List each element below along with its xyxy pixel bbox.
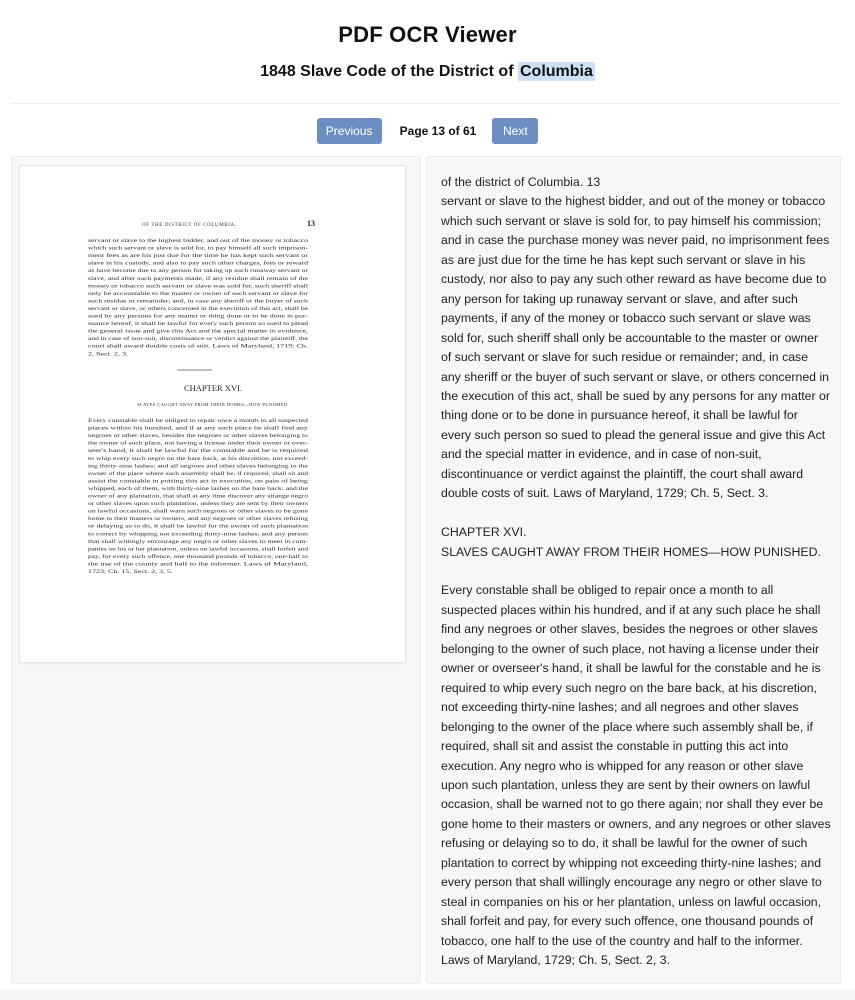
scan-page-number: 13 (307, 219, 315, 228)
document-title (0, 63, 855, 81)
ocr-line: servant or slave to the highest bidder, and out of the money or tobacco (441, 194, 826, 209)
ocr-line: payments, if any of the money or tobacco such servant or slave was (441, 311, 811, 326)
paragraph-gap (441, 562, 828, 581)
ocr-line: thing done or to be done in pursuance hereof, it shall be lawful for (441, 408, 798, 423)
ocr-line: steal in companies on his or her plantation, unless on lawful occasion, (441, 894, 822, 909)
scan-text-line: on lawful occasions, shall warn such negroes or other slaves to be gone (88, 508, 234, 515)
ocr-line: custody, nor also to pay any such other reward as have become due to (441, 272, 827, 287)
scan-text-line: or delaying so to do, it shall be lawful for the owner of such plantation (88, 523, 232, 530)
ocr-text-panel (426, 156, 841, 984)
scan-text-line: pay, for every such offence, one thousand pounds of tobacco, one-half to (88, 553, 237, 560)
scan-text-line: only be accountable to the master or owner of such servant or slave for (88, 290, 233, 297)
ocr-line: every person that shall willingly encourage any negro or other slave to (441, 875, 822, 890)
scan-text-line: or other slaves upon such plantation, unless they are sent by their owners (88, 501, 309, 508)
next-button[interactable]: Next (492, 118, 538, 144)
ocr-line: sold for, such sheriff shall only be accountable to the master or owner (441, 330, 819, 345)
bottom-strip (0, 990, 855, 1000)
scan-text-line: home to their masters or owners, and any negroes or other slaves refusing (88, 516, 239, 523)
ocr-line: suspected places within his hundred, and if at any such place he shall (441, 602, 821, 617)
ocr-line: not exceeding thirty-nine lashes; and all negroes and other slaves (441, 700, 799, 715)
scan-text-line: suance hereof, it shall be lawful for every such person so sued to plead (88, 321, 232, 328)
scan-text-line: court shall award double costs of suit. Laws of Maryland, 1719; Ch. (88, 343, 227, 350)
scan-text-line: such residue or remainder; and, in case any sheriff or the buyer of such (88, 298, 233, 305)
scan-text-line: servant or slave to the highest bidder, and out of the money or tobacco (88, 238, 232, 244)
scan-text-line: slave in his custody, and also to pay such other charges, fees or reward (88, 260, 232, 267)
ocr-line: discontinuance or verdict against the plaintiff, the court shall award (441, 466, 804, 481)
scan-paragraph-2 (88, 418, 309, 575)
scan-running-head: OF THE DISTRICT OF COLUMBIA. (142, 223, 237, 228)
ocr-line: as are just due for the time he has kept such servant or slave in his (441, 252, 806, 267)
ocr-line: of such servant or slave for such residue or remainder; and, in case (441, 350, 809, 365)
ocr-line: and in case the purchase money was never paid, no imprisonment fees (441, 233, 830, 248)
ocr-line: and the special matter in evidence, and in case of non-suit, (441, 447, 762, 462)
scan-text-line: money or tobacco such servant or slave was sold for, such sheriff shall (88, 283, 232, 290)
scan-text-line: that shall wittingly encourage any negro or other slaves to meet in com- (88, 538, 309, 545)
ocr-line: belonging to the owner of the place where such assembly shall be, if (441, 719, 813, 734)
scan-text-line: which such servant or slave is sold for, to pay himself all such imprison- (88, 245, 236, 252)
scan-text-line: whipped, each of them, with thirty-nine lashes on the bare back: and the (88, 485, 235, 492)
scan-text-line: negroes or other slaves, besides the negroes or other slaves belonging to (88, 433, 309, 440)
scan-text-line: slave, and after such payments made, if any residue shall remain of the (88, 275, 233, 282)
scan-text-line: Every constable shall be obliged to repair once a month to all suspected (88, 418, 309, 424)
ocr-paragraph-2 (441, 581, 831, 970)
ocr-line: Laws of Maryland, 1729; Ch. 5, Sect. 2, 3. (441, 953, 670, 968)
scan-text-line: assist the constable in putting this act in execution, on pain of being (88, 478, 226, 485)
ocr-line: required, shall sit and assist the constable in putting this act into (441, 739, 789, 754)
document-title-highlight: Columbia (519, 63, 593, 80)
ocr-line: tobacco, one half to the use of the country and half to the informer. (441, 933, 803, 948)
ocr-line: gone home to their masters or owners, and any negroes or other slaves (441, 816, 831, 831)
ocr-line: every such person so sued to plead the general issue and give this Act (441, 427, 826, 442)
ocr-line: execution. Any negro who is whipped for any reason or other slave (441, 758, 804, 773)
paragraph-gap (441, 504, 828, 523)
ocr-line: refusing or delaying so to do, it shall be lawful for the owner of such (441, 836, 808, 851)
ocr-chapter-subheading: SLAVES CAUGHT AWAY FROM THEIR HOMES—HOW PUNISHED. (441, 544, 821, 559)
scan-chapter-heading: CHAPTER XVI. (183, 383, 243, 393)
scan-text-line: the use of the county and half to the informer. Laws of Maryland, (88, 561, 222, 568)
pdf-page-image (19, 165, 406, 663)
ocr-line: any person for taking up runaway servant or slave, and after such (441, 291, 798, 306)
ocr-paragraph-1 (441, 173, 828, 504)
scan-text-line: servant or slave, or others concerned in the execution of this act, shall be (88, 305, 237, 312)
header-divider (10, 103, 840, 104)
pagination-bar (0, 118, 855, 144)
scan-text-line: to correct by whipping not exceeding thirty-nine lashes; and any person (88, 531, 309, 538)
scan-text-line: seer's hand, it shall be lawful for the constable and he is required (88, 448, 220, 455)
scan-text-line: 2, Sect. 2, 3. (88, 351, 128, 358)
scan-text-line: and in case of non-suit, discontinuance or verdict against the plaintiff, the (88, 336, 238, 343)
ocr-line: occasion, shall be warned not to go there again; nor shall they ever be (441, 797, 824, 812)
ocr-line: which such servant or slave is sold for, to pay himself his commission; (441, 213, 821, 228)
scanned-page (20, 166, 407, 664)
app-title: PDF OCR Viewer (338, 22, 517, 47)
scan-text-line: ing thirty-nine lashes; and all negroes and other slaves belonging to the (88, 463, 310, 470)
scan-text-line: the owner of such place, not having a license under their owner or over- (88, 440, 235, 447)
pdf-page-panel (11, 156, 421, 984)
ocr-line: Every constable shall be obliged to repair once a month to all (441, 583, 774, 598)
scan-text-line: to whip every such negro on the bare back, at his discretion, not exceed- (88, 455, 309, 462)
scan-text-line: owner of the place where such assembly shall be, if required, shall sit and (88, 470, 239, 477)
scan-text-line: as have become due to any person for taking up such runaway servant or (88, 268, 237, 275)
ocr-line: belonging to the owner of such place, not having a license under their (441, 641, 820, 656)
ocr-line: double costs of suit. Laws of Maryland, 1729; Ch. 5, Sect. 3. (441, 486, 769, 501)
ocr-line: the execution of this act, shall be sued by any persons for any matter or (441, 388, 830, 403)
ocr-line: shall forfeit and pay, for every such offence, one thousand pounds of (441, 914, 814, 929)
previous-button[interactable]: Previous (317, 118, 382, 144)
ocr-line: owner or overseer's hand, it shall be lawful for the constable and he is (441, 661, 821, 676)
scan-text-line: places within his hundred, and if at any such place he shall find any (88, 425, 226, 432)
document-title-prefix: 1848 Slave Code of the District of (260, 63, 514, 80)
scan-text-line: 1723; Ch. 15, Sect. 2, 3, 5. (88, 569, 173, 575)
page-indicator: Page 13 of 61 (399, 124, 477, 138)
scan-text-line: panies on his or her plantation, unless on lawful occasions, shall forfeit and (88, 546, 242, 553)
ocr-line: find any negroes or other slaves, besides the negroes or other slaves (441, 622, 818, 637)
ocr-line: upon such plantation, unless they are sent by their owners on lawful (441, 778, 811, 793)
scan-text-line: ment fees as are his just due for the time he has kept such servant or (88, 253, 227, 260)
ocr-chapter-block (441, 523, 828, 562)
scan-paragraph-1 (88, 237, 309, 357)
scan-text-line: the general issue and give this Act and the special matter in evidence, (88, 328, 308, 335)
ocr-line: plantation to correct by whipping not exceeding thirty-nine lashes; and (441, 855, 822, 870)
ocr-line: required to whip every such negro on the bare back, at his discretion, (441, 680, 817, 695)
scan-chapter-subheading: SLAVES CAUGHT AWAY FROM THEIR HOMES—HOW PUNISHED. (137, 402, 289, 407)
ocr-chapter-heading: CHAPTER XVI. (441, 525, 527, 540)
ocr-line: of the district of Columbia. 13 (441, 175, 601, 189)
ocr-line: any sheriff or the buyer of such servant or slave, or others concerned in (441, 369, 830, 384)
scan-text-line: sued by any persons for any matter or thing done or to be done in pur- (88, 313, 231, 320)
scan-text-line: owner of any plantation, that shall at any time discover any strange negro (88, 493, 238, 500)
